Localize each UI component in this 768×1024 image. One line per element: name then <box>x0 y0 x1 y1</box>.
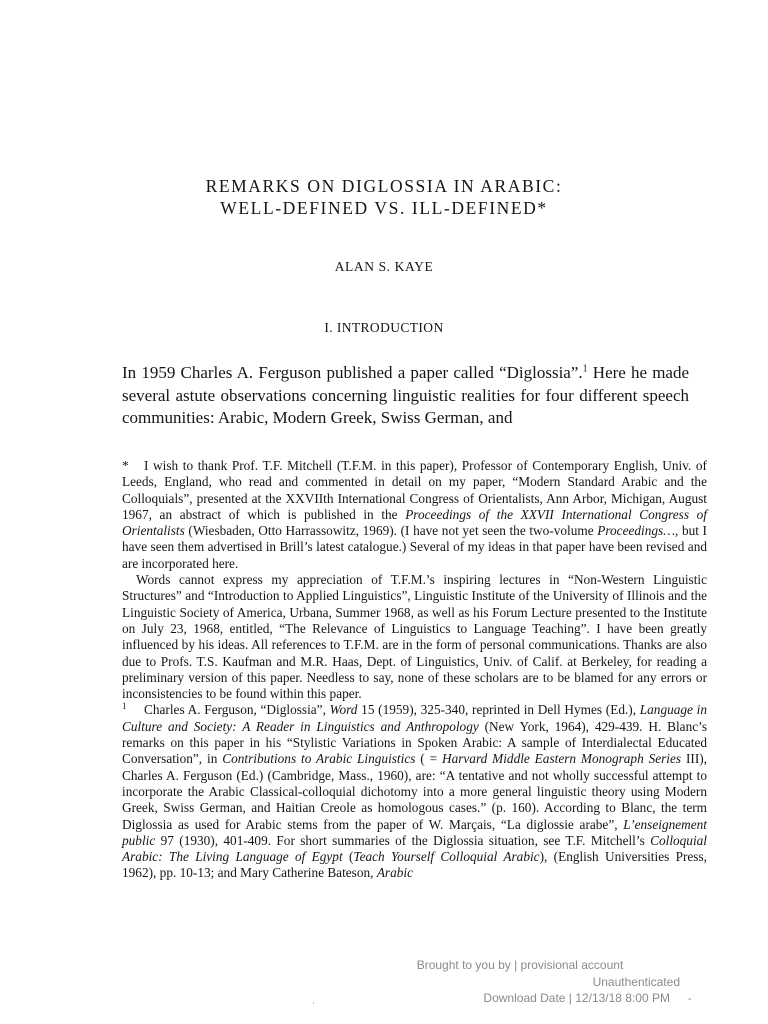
fn1-text-g: ( <box>342 849 354 865</box>
fn1-text-d: ( = <box>415 751 442 767</box>
fn1-text-b: 15 (1959), 325-340, reprinted in Dell Hymes (Ed.), <box>357 702 640 718</box>
author-name: ALAN S. KAYE <box>334 259 434 274</box>
footnotes <box>122 458 707 882</box>
fn1-italic-b: Language in Culture and Society: A Reader in Linguistics and Anthropology <box>122 702 708 734</box>
scan-artifact-dash: - <box>688 994 692 1005</box>
footnote-star-paragraph-2: Words cannot express my appreciation of T.F.M.’s inspiring lectures in “Non-Western Linguistic Structures” and “Introduction to Applied Linguistics”, Linguistic Institute of the University of Illinois and the Linguistic Society of America, Urbana, Summer 1968, as well as his Forum Lecture presented to the Institute on July 23, 1968, entitled, “The Relevance of Linguistics to Language Teaching”. I have been greatly influenced by his ideas. All references to T.F.M. are in the form of personal communications. Thanks are also due to Profs. T.S. Kaufman and M.R. Haas, Dept. of Linguistics, Univ. of Calif. at Berkeley, for reading a preliminary version of this paper. Needless to say, none of these scholars are to be blamed for any errors or inconsistencies to be found within this paper. <box>122 572 707 702</box>
scan-artifact-mark: ˌ <box>312 994 316 1005</box>
footnote-star-italic-1: Proceedings of the XXVII International Congress of Orientalists <box>122 506 707 539</box>
footnote-star-text-1: I wish to thank Prof. T.F. Mitchell (T.F.M. in this paper), Professor of Contemporary English, Univ. of Leeds, England, who read and commented in detail on my paper, “Modern Standard Arabic and the Colloquials”, presented at the XXVIIth International Congress of Orientalists, Ann Arbor, Michigan, August 1967, an abstract of which is published in the <box>122 458 707 522</box>
fn1-italic-a: Word <box>329 702 358 718</box>
intro-text-start: In 1959 Charles A. Ferguson published a paper called “Diglossia”. <box>122 363 583 382</box>
article-title-line-1: REMARKS ON DIGLOSSIA IN ARABIC: <box>205 176 563 196</box>
fn1-italic-e: L’enseignement public <box>122 816 707 848</box>
footnote-star-text-3: , but I have seen them advertised in Brill’s latest catalogue.) Several of my ideas in that paper have been revised and are incorporated here. <box>122 523 707 571</box>
footnote-star-italic-2: Proceedings… <box>597 523 676 539</box>
fn1-text-c: (New York, 1964), 429-439. H. Blanc’s remarks on this paper in his “Stylistic Variations in Spoken Arabic: A sample of Interdialectal Educated Conversation”, in <box>122 718 707 767</box>
watermark-line-1: Brought to you by | provisional account <box>416 958 624 972</box>
footnote-ref-1: 1 <box>582 363 588 375</box>
fn1-italic-g: Teach Yourself Colloquial Arabic <box>353 849 540 865</box>
fn1-italic-d: Harvard Middle Eastern Monograph Series <box>441 751 682 767</box>
footnote-1: 1 Charles A. Ferguson, “Diglossia”, Word 15 (1959), 325-340, reprinted in Dell Hymes (Ed.), Language in Culture and Society: A Reader in Linguistics and Anthropology (New York, 1964), 429-439. H. Blanc’s remarks on this paper in his “Stylistic Variations in Spoken Arabic: A sample of Interdialectal Educated Conversation”, in Contributions to Arabic Linguistics ( = Harvard Middle Eastern Monograph Series III), Charles A. Ferguson (Ed.) (Cambridge, Mass., 1960), are: “A tentative and not wholly successful attempt to incorporate the Arabic Classical-colloquial dichotomy into a more general linguistic theory using Modern Greek, Swiss German, and Haitian Creole as homologous cases.” (p. 160). According to Blanc, the term Diglossia as used for Arabic stems from the paper of W. Marçais, “La diglossie arabe”, L’enseignement public 97 (1930), 401-409. For short summaries of the Diglossia situation, see T.F. Mitchell’s Colloquial Arabic: The Living Language of Egypt (Teach Yourself Colloquial Arabic), (English Universities Press, 1962), pp. 10-13; and Mary Catherine Bateson, Arabic <box>122 701 708 881</box>
article-title-line-2: WELL-DEFINED VS. ILL-DEFINED* <box>220 198 548 218</box>
intro-paragraph <box>122 362 689 430</box>
intro-text-rest: Here he made several astute observations concerning linguistic realities for four different speech communities: Arabic, Modern Greek, Swiss German, and <box>122 363 690 427</box>
fn1-text-e: III), Charles A. Ferguson (Ed.) (Cambridge, Mass., 1960), are: “A tentative and not wholly successful attempt to incorporate the Arabic Classical-colloquial dichotomy into a more general linguistic theory using Modern Greek, Swiss German, and Haitian Creole as homologous cases.” (p. 160). According to Blanc, the term Diglossia as used for Arabic stems from the paper of W. Marçais, “La diglossie arabe”, <box>122 751 708 832</box>
footnote-star <box>122 458 707 572</box>
fn1-italic-c: Contributions to Arabic Linguistics <box>222 751 416 767</box>
footnote-star-mark: * <box>122 458 129 473</box>
section-heading: I. INTRODUCTION <box>324 320 444 335</box>
fn1-italic-f: Colloquial Arabic: The Living Language of Egypt <box>122 832 707 865</box>
fn1-text-a: Charles A. Ferguson, “Diglossia”, <box>144 702 330 718</box>
footnote-star-text-2: (Wiesbaden, Otto Harrassowitz, 1969). (I have not yet seen the two-volume <box>184 523 598 539</box>
fn1-italic-h: Arabic <box>376 865 414 881</box>
watermark-line-3: Download Date | 12/13/18 8:00 PM <box>483 991 670 1005</box>
fn1-text-h: ), (English Universities Press, 1962), pp. 10-13; and Mary Catherine Bateson, <box>122 849 707 881</box>
fn1-text-f: 97 (1930), 401-409. For short summaries of the Diglossia situation, see T.F. Mitchell’s <box>155 832 651 848</box>
watermark-line-2: Unauthenticated <box>592 975 680 989</box>
